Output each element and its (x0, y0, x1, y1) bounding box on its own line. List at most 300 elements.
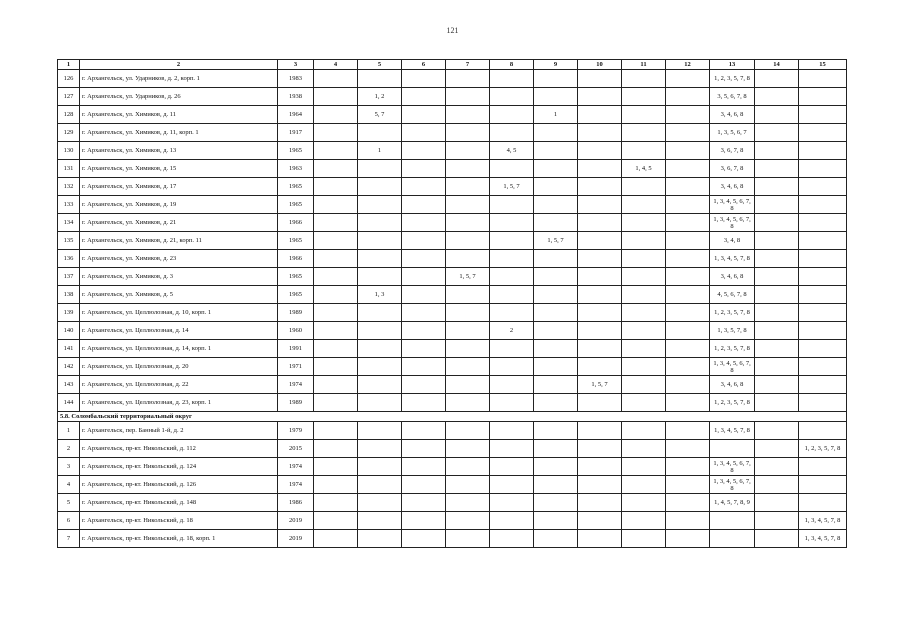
table-cell-col-2: г. Архангельск, ул. Целлюлозная, д. 14 (80, 322, 278, 340)
table-cell-col-3: 1965 (278, 268, 314, 286)
table-cell-col-7 (446, 160, 490, 178)
table-row (58, 232, 847, 250)
table-cell-col-9: 1 (534, 106, 578, 124)
table-cell-col-13: 3, 4, 6, 8 (710, 106, 755, 124)
table-cell-col-6 (402, 530, 446, 548)
table-cell-col-15 (799, 304, 847, 322)
table-cell-col-10 (578, 232, 622, 250)
table-cell-col-5: 5, 7 (358, 106, 402, 124)
table-cell-col-4 (314, 530, 358, 548)
column-header-3: 3 (278, 60, 314, 70)
table-cell-col-7 (446, 232, 490, 250)
table-row (58, 250, 847, 268)
table-cell-col-7 (446, 304, 490, 322)
table-cell-col-14 (755, 340, 799, 358)
table-cell-col-4 (314, 88, 358, 106)
table-cell-col-15 (799, 214, 847, 232)
table-cell-col-13: 1, 3, 4, 5, 6, 7, 8 (710, 458, 755, 476)
table-cell-col-8 (490, 494, 534, 512)
table-cell-col-3: 2019 (278, 530, 314, 548)
table-row (58, 458, 847, 476)
table-cell-col-15 (799, 250, 847, 268)
table-cell-col-12 (666, 124, 710, 142)
table-cell-col-10 (578, 286, 622, 304)
table-row (58, 358, 847, 376)
table-cell-col-2: г. Архангельск, ул. Химиков, д. 11, корп. 1 (80, 124, 278, 142)
table-cell-col-3: 2019 (278, 512, 314, 530)
table-cell-col-12 (666, 322, 710, 340)
table-cell-col-9 (534, 340, 578, 358)
table-row (58, 106, 847, 124)
table-cell-col-10 (578, 422, 622, 440)
table-cell-col-9 (534, 512, 578, 530)
table-cell-col-15 (799, 160, 847, 178)
table-cell-col-4 (314, 358, 358, 376)
table-cell-col-4 (314, 340, 358, 358)
table-cell-col-9 (534, 160, 578, 178)
table-cell-col-12 (666, 530, 710, 548)
table-row (58, 268, 847, 286)
table-cell-col-15 (799, 196, 847, 214)
table-cell-col-8 (490, 70, 534, 88)
table-cell-col-1: 7 (58, 530, 80, 548)
table-cell-col-11 (622, 530, 666, 548)
table-row (58, 70, 847, 88)
table-row (58, 124, 847, 142)
table-cell-col-4 (314, 196, 358, 214)
table-cell-col-12 (666, 160, 710, 178)
table-cell-col-3: 1917 (278, 124, 314, 142)
table-cell-col-14 (755, 512, 799, 530)
table-cell-col-3: 1974 (278, 376, 314, 394)
table-cell-col-12 (666, 250, 710, 268)
table-cell-col-10 (578, 70, 622, 88)
table-cell-col-7 (446, 286, 490, 304)
table-cell-col-13 (710, 530, 755, 548)
table-cell-col-12 (666, 286, 710, 304)
table-cell-col-11 (622, 88, 666, 106)
table-cell-col-15 (799, 458, 847, 476)
table-cell-col-2: г. Архангельск, пр-кт. Никольский, д. 126 (80, 476, 278, 494)
table-cell-col-5 (358, 458, 402, 476)
table-row (58, 178, 847, 196)
table-row (58, 88, 847, 106)
table-cell-col-3: 1991 (278, 340, 314, 358)
registry-table (57, 59, 847, 548)
table-cell-col-5 (358, 422, 402, 440)
table-cell-col-5 (358, 232, 402, 250)
table-cell-col-14 (755, 70, 799, 88)
table-cell-col-3: 1963 (278, 160, 314, 178)
table-cell-col-14 (755, 232, 799, 250)
table-cell-col-15 (799, 232, 847, 250)
table-cell-col-7 (446, 340, 490, 358)
table-cell-col-1: 133 (58, 196, 80, 214)
table-cell-col-1: 127 (58, 88, 80, 106)
table-cell-col-12 (666, 196, 710, 214)
table-cell-col-6 (402, 70, 446, 88)
table-cell-col-13: 1, 3, 4, 5, 6, 7, 8 (710, 196, 755, 214)
table-cell-col-4 (314, 476, 358, 494)
table-cell-col-15 (799, 88, 847, 106)
table-cell-col-10 (578, 340, 622, 358)
table-cell-col-8 (490, 88, 534, 106)
table-cell-col-9 (534, 268, 578, 286)
table-cell-col-14 (755, 376, 799, 394)
table-cell-col-9 (534, 70, 578, 88)
table-cell-col-3: 1986 (278, 494, 314, 512)
table-cell-col-11 (622, 286, 666, 304)
table-cell-col-5 (358, 124, 402, 142)
table-cell-col-7 (446, 106, 490, 124)
table-cell-col-3: 1989 (278, 394, 314, 412)
table-cell-col-15: 1, 3, 4, 5, 7, 8 (799, 530, 847, 548)
table-cell-col-3: 1965 (278, 286, 314, 304)
table-cell-col-11 (622, 512, 666, 530)
table-cell-col-4 (314, 304, 358, 322)
table-cell-col-3: 1965 (278, 196, 314, 214)
table-cell-col-2: г. Архангельск, ул. Ударников, д. 26 (80, 88, 278, 106)
table-cell-col-8 (490, 304, 534, 322)
table-cell-col-1: 6 (58, 512, 80, 530)
table-cell-col-15 (799, 394, 847, 412)
table-cell-col-13: 1, 3, 4, 5, 6, 7, 8 (710, 214, 755, 232)
table-cell-col-2: г. Архангельск, пр-кт. Никольский, д. 148 (80, 494, 278, 512)
table-cell-col-14 (755, 530, 799, 548)
table-cell-col-7 (446, 376, 490, 394)
table-cell-col-6 (402, 394, 446, 412)
table-cell-col-12 (666, 440, 710, 458)
table-cell-col-5: 1 (358, 142, 402, 160)
table-cell-col-14 (755, 476, 799, 494)
table-cell-col-10 (578, 142, 622, 160)
table-cell-col-3: 1971 (278, 358, 314, 376)
table-cell-col-4 (314, 458, 358, 476)
table-cell-col-2: г. Архангельск, ул. Химиков, д. 21, корп. 11 (80, 232, 278, 250)
table-cell-col-2: г. Архангельск, ул. Целлюлозная, д. 23, корп. 1 (80, 394, 278, 412)
column-header-14: 14 (755, 60, 799, 70)
table-cell-col-9 (534, 88, 578, 106)
table-cell-col-13: 1, 3, 4, 5, 7, 8 (710, 250, 755, 268)
table-cell-col-14 (755, 250, 799, 268)
table-cell-col-8 (490, 160, 534, 178)
table-cell-col-9 (534, 178, 578, 196)
table-cell-col-3: 1989 (278, 304, 314, 322)
table-cell-col-15 (799, 124, 847, 142)
table-row (58, 394, 847, 412)
table-cell-col-3: 1965 (278, 232, 314, 250)
table-cell-col-9 (534, 304, 578, 322)
column-header-13: 13 (710, 60, 755, 70)
table-cell-col-1: 126 (58, 70, 80, 88)
table-cell-col-3: 1966 (278, 214, 314, 232)
table-cell-col-10 (578, 358, 622, 376)
table-cell-col-10 (578, 160, 622, 178)
table-cell-col-13: 1, 3, 4, 5, 7, 8 (710, 422, 755, 440)
table-cell-col-2: г. Архангельск, пер. Банный 1-й, д. 2 (80, 422, 278, 440)
table-row (58, 322, 847, 340)
table-cell-col-11 (622, 304, 666, 322)
table-cell-col-11 (622, 494, 666, 512)
table-cell-col-1: 140 (58, 322, 80, 340)
table-cell-col-1: 1 (58, 422, 80, 440)
table-cell-col-8 (490, 250, 534, 268)
table-cell-col-12 (666, 88, 710, 106)
table-cell-col-11 (622, 358, 666, 376)
table-cell-col-6 (402, 376, 446, 394)
table-cell-col-2: г. Архангельск, ул. Химиков, д. 3 (80, 268, 278, 286)
table-cell-col-5 (358, 214, 402, 232)
table-cell-col-9 (534, 322, 578, 340)
table-row (58, 422, 847, 440)
table-cell-col-11 (622, 214, 666, 232)
column-header-2: 2 (80, 60, 278, 70)
table-cell-col-1: 129 (58, 124, 80, 142)
table-row (58, 286, 847, 304)
table-cell-col-14 (755, 358, 799, 376)
table-cell-col-12 (666, 232, 710, 250)
table-cell-col-1: 143 (58, 376, 80, 394)
table-cell-col-6 (402, 124, 446, 142)
table-cell-col-14 (755, 394, 799, 412)
table-cell-col-2: г. Архангельск, пр-кт. Никольский, д. 18 (80, 512, 278, 530)
column-header-15: 15 (799, 60, 847, 70)
table-cell-col-1: 135 (58, 232, 80, 250)
table-cell-col-8 (490, 422, 534, 440)
table-cell-col-7 (446, 440, 490, 458)
table-row (58, 512, 847, 530)
table-cell-col-1: 144 (58, 394, 80, 412)
table-cell-col-5 (358, 70, 402, 88)
table-row (58, 376, 847, 394)
table-cell-col-9 (534, 394, 578, 412)
table-cell-col-3: 1938 (278, 88, 314, 106)
table-cell-col-5 (358, 322, 402, 340)
table-cell-col-9 (534, 124, 578, 142)
table-cell-col-6 (402, 160, 446, 178)
table-cell-col-14 (755, 458, 799, 476)
table-cell-col-12 (666, 394, 710, 412)
table-cell-col-11 (622, 340, 666, 358)
column-header-5: 5 (358, 60, 402, 70)
table-cell-col-13: 1, 3, 5, 6, 7 (710, 124, 755, 142)
table-row (58, 440, 847, 458)
table-cell-col-12 (666, 178, 710, 196)
table-cell-col-5 (358, 178, 402, 196)
table-cell-col-7 (446, 70, 490, 88)
table-cell-col-12 (666, 376, 710, 394)
table-cell-col-15 (799, 268, 847, 286)
table-cell-col-14 (755, 422, 799, 440)
table-cell-col-9 (534, 250, 578, 268)
table-cell-col-5 (358, 512, 402, 530)
table-cell-col-3: 2015 (278, 440, 314, 458)
table-cell-col-12 (666, 476, 710, 494)
table-cell-col-3: 1965 (278, 142, 314, 160)
table-cell-col-15 (799, 494, 847, 512)
table-cell-col-13 (710, 440, 755, 458)
table-cell-col-8 (490, 358, 534, 376)
table-cell-col-15 (799, 376, 847, 394)
table-cell-col-4 (314, 124, 358, 142)
table-cell-col-14 (755, 304, 799, 322)
table-cell-col-15 (799, 70, 847, 88)
table-cell-col-11 (622, 124, 666, 142)
table-cell-col-5 (358, 476, 402, 494)
table-cell-col-6 (402, 106, 446, 124)
table-cell-col-12 (666, 268, 710, 286)
table-cell-col-10 (578, 124, 622, 142)
table-cell-col-15 (799, 340, 847, 358)
table-row (58, 476, 847, 494)
table-cell-col-9 (534, 376, 578, 394)
table-cell-col-15 (799, 322, 847, 340)
table-cell-col-8 (490, 458, 534, 476)
table-cell-col-13: 1, 2, 3, 5, 7, 8 (710, 340, 755, 358)
table-cell-col-10 (578, 512, 622, 530)
table-cell-col-10 (578, 476, 622, 494)
table-cell-col-8 (490, 376, 534, 394)
table-cell-col-15: 1, 3, 4, 5, 7, 8 (799, 512, 847, 530)
table-cell-col-8: 4, 5 (490, 142, 534, 160)
table-cell-col-15 (799, 142, 847, 160)
table-cell-col-13: 1, 3, 4, 5, 6, 7, 8 (710, 476, 755, 494)
table-cell-col-2: г. Архангельск, ул. Химиков, д. 21 (80, 214, 278, 232)
table-cell-col-4 (314, 214, 358, 232)
table-cell-col-11 (622, 70, 666, 88)
table-cell-col-9: 1, 5, 7 (534, 232, 578, 250)
table-cell-col-2: г. Архангельск, ул. Целлюлозная, д. 10, корп. 1 (80, 304, 278, 322)
table-cell-col-9 (534, 422, 578, 440)
table-cell-col-6 (402, 512, 446, 530)
table-row (58, 214, 847, 232)
table-header-row (58, 60, 847, 70)
table-cell-col-2: г. Архангельск, ул. Химиков, д. 17 (80, 178, 278, 196)
table-cell-col-2: г. Архангельск, ул. Целлюлозная, д. 22 (80, 376, 278, 394)
table-cell-col-8 (490, 476, 534, 494)
table-cell-col-6 (402, 232, 446, 250)
table-cell-col-13: 4, 5, 6, 7, 8 (710, 286, 755, 304)
table-cell-col-13 (710, 512, 755, 530)
table-cell-col-6 (402, 142, 446, 160)
table-cell-col-14 (755, 322, 799, 340)
table-cell-col-14 (755, 286, 799, 304)
table-cell-col-1: 128 (58, 106, 80, 124)
table-cell-col-3: 1979 (278, 422, 314, 440)
table-cell-col-9 (534, 196, 578, 214)
table-cell-col-7 (446, 214, 490, 232)
table-cell-col-13: 3, 4, 6, 8 (710, 178, 755, 196)
table-cell-col-1: 3 (58, 458, 80, 476)
table-cell-col-12 (666, 422, 710, 440)
table-cell-col-9 (534, 286, 578, 304)
table-cell-col-2: г. Архангельск, ул. Химиков, д. 15 (80, 160, 278, 178)
table-cell-col-10 (578, 440, 622, 458)
table-cell-col-1: 138 (58, 286, 80, 304)
table-cell-col-6 (402, 196, 446, 214)
table-cell-col-6 (402, 476, 446, 494)
table-cell-col-12 (666, 458, 710, 476)
table-cell-col-8 (490, 286, 534, 304)
column-header-11: 11 (622, 60, 666, 70)
table-row (58, 494, 847, 512)
table-cell-col-4 (314, 286, 358, 304)
table-cell-col-11 (622, 268, 666, 286)
table-cell-col-10 (578, 268, 622, 286)
table-cell-col-10 (578, 494, 622, 512)
table-cell-col-3: 1960 (278, 322, 314, 340)
table-cell-col-5: 1, 3 (358, 286, 402, 304)
table-cell-col-11 (622, 106, 666, 124)
table-cell-col-4 (314, 160, 358, 178)
table-cell-col-13: 1, 2, 3, 5, 7, 8 (710, 394, 755, 412)
table-cell-col-8: 2 (490, 322, 534, 340)
table-cell-col-15 (799, 178, 847, 196)
table-cell-col-4 (314, 440, 358, 458)
table-cell-col-10 (578, 214, 622, 232)
table-cell-col-12 (666, 70, 710, 88)
table-cell-col-10 (578, 304, 622, 322)
table-cell-col-1: 141 (58, 340, 80, 358)
table-cell-col-6 (402, 322, 446, 340)
column-header-12: 12 (666, 60, 710, 70)
table-cell-col-5 (358, 530, 402, 548)
table-cell-col-7 (446, 512, 490, 530)
table-cell-col-8 (490, 268, 534, 286)
table-cell-col-11 (622, 422, 666, 440)
table-cell-col-15 (799, 422, 847, 440)
table-cell-col-2: г. Архангельск, ул. Целлюлозная, д. 14, корп. 1 (80, 340, 278, 358)
table-cell-col-10 (578, 88, 622, 106)
table-cell-col-11 (622, 440, 666, 458)
page-number: 121 (446, 26, 459, 35)
table-cell-col-1: 2 (58, 440, 80, 458)
table-cell-col-10 (578, 458, 622, 476)
table-cell-col-8 (490, 214, 534, 232)
table-cell-col-4 (314, 376, 358, 394)
table-cell-col-2: г. Архангельск, ул. Химиков, д. 23 (80, 250, 278, 268)
table-cell-col-3: 1974 (278, 476, 314, 494)
table-cell-col-14 (755, 160, 799, 178)
table-cell-col-10 (578, 178, 622, 196)
table-cell-col-7 (446, 196, 490, 214)
table-cell-col-14 (755, 88, 799, 106)
table-cell-col-8: 1, 5, 7 (490, 178, 534, 196)
table-cell-col-15 (799, 106, 847, 124)
table-cell-col-13: 3, 4, 6, 8 (710, 268, 755, 286)
table-cell-col-9 (534, 358, 578, 376)
table-cell-col-11 (622, 196, 666, 214)
table-cell-col-1: 137 (58, 268, 80, 286)
table-cell-col-7 (446, 142, 490, 160)
table-cell-col-2: г. Архангельск, пр-кт. Никольский, д. 124 (80, 458, 278, 476)
table-cell-col-2: г. Архангельск, пр-кт. Никольский, д. 112 (80, 440, 278, 458)
table-cell-col-6 (402, 214, 446, 232)
table-cell-col-5 (358, 494, 402, 512)
table-cell-col-14 (755, 214, 799, 232)
table-cell-col-6 (402, 178, 446, 196)
table-cell-col-7 (446, 322, 490, 340)
table-cell-col-10 (578, 106, 622, 124)
table-cell-col-7 (446, 178, 490, 196)
table-cell-col-6 (402, 304, 446, 322)
column-header-9: 9 (534, 60, 578, 70)
table-cell-col-7 (446, 88, 490, 106)
table-cell-col-1: 5 (58, 494, 80, 512)
table-cell-col-2: г. Архангельск, ул. Химиков, д. 11 (80, 106, 278, 124)
table-row (58, 142, 847, 160)
table-cell-col-1: 134 (58, 214, 80, 232)
